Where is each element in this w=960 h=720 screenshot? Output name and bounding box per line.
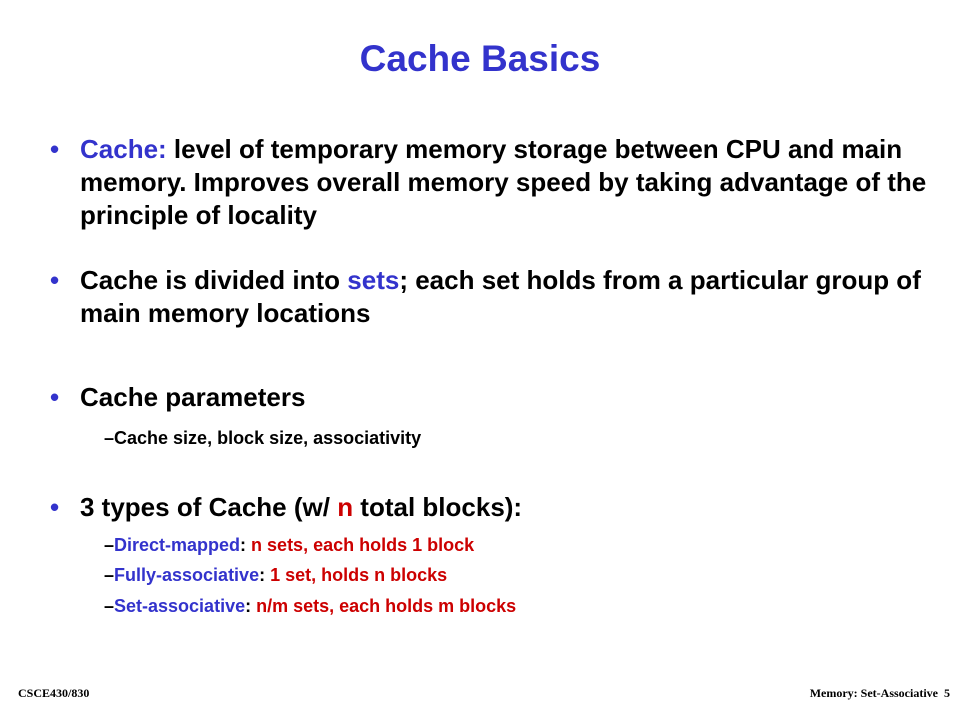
footer-course-code: CSCE430/830 (18, 686, 90, 700)
bullet-body-post: total blocks): (353, 492, 523, 522)
bullet-body-pre: Cache is divided into (80, 265, 348, 295)
sub-bullet-marker: – (104, 596, 115, 616)
sub-bullet-colon: : (259, 565, 266, 585)
sub-bullet-term: Set-associative (114, 596, 246, 616)
bullet-text (80, 491, 930, 524)
bullet-body: level of temporary memory storage between CPU and main memory. Improves overall memory speed by taking advantage of the principle of locality (80, 134, 927, 230)
sub-bullet-marker: – (104, 535, 115, 555)
bullet-marker: • (50, 492, 60, 522)
footer-slide-info: Memory: Set-Associative 5 (809, 686, 950, 700)
sub-bullet-marker: – (104, 428, 115, 448)
sub-bullet-parameters-list (104, 425, 924, 451)
sub-bullet-set-associative (104, 593, 924, 619)
sub-bullet-term: Fully-associative (114, 565, 260, 585)
bullet-cache-sets (50, 264, 930, 330)
sub-bullet-desc: 1 set, holds n blocks (265, 565, 448, 585)
bullet-cache-definition (50, 133, 930, 232)
bullet-text: Cache parameters (80, 382, 306, 412)
sub-bullet-text: Cache size, block size, associativity (114, 428, 422, 448)
bullet-highlight: n (337, 492, 354, 522)
bullet-marker: • (50, 382, 60, 412)
bullet-cache-types (50, 491, 930, 524)
slide-title: Cache Basics (359, 38, 601, 79)
sub-bullet-fully-associative (104, 562, 924, 588)
bullet-term: Cache: (80, 134, 167, 164)
bullet-text (80, 133, 930, 232)
bullet-text (80, 264, 930, 330)
bullet-cache-parameters (50, 381, 930, 414)
sub-bullet-marker: – (104, 565, 115, 585)
sub-bullet-term: Direct-mapped (114, 535, 241, 555)
bullet-marker: • (50, 265, 60, 295)
sub-bullet-desc: n sets, each holds 1 block (246, 535, 475, 555)
sub-bullet-colon: : (245, 596, 252, 616)
bullet-body-post: ; each set holds from a particular group of main memory locations (80, 265, 921, 328)
sub-bullet-colon: : (240, 535, 247, 555)
bullet-marker: • (50, 134, 60, 164)
bullet-body-pre: 3 types of Cache (w/ (80, 492, 338, 522)
sub-bullet-direct-mapped (104, 532, 924, 558)
bullet-highlight: sets (347, 265, 400, 295)
sub-bullet-desc: n/m sets, each holds m blocks (251, 596, 517, 616)
